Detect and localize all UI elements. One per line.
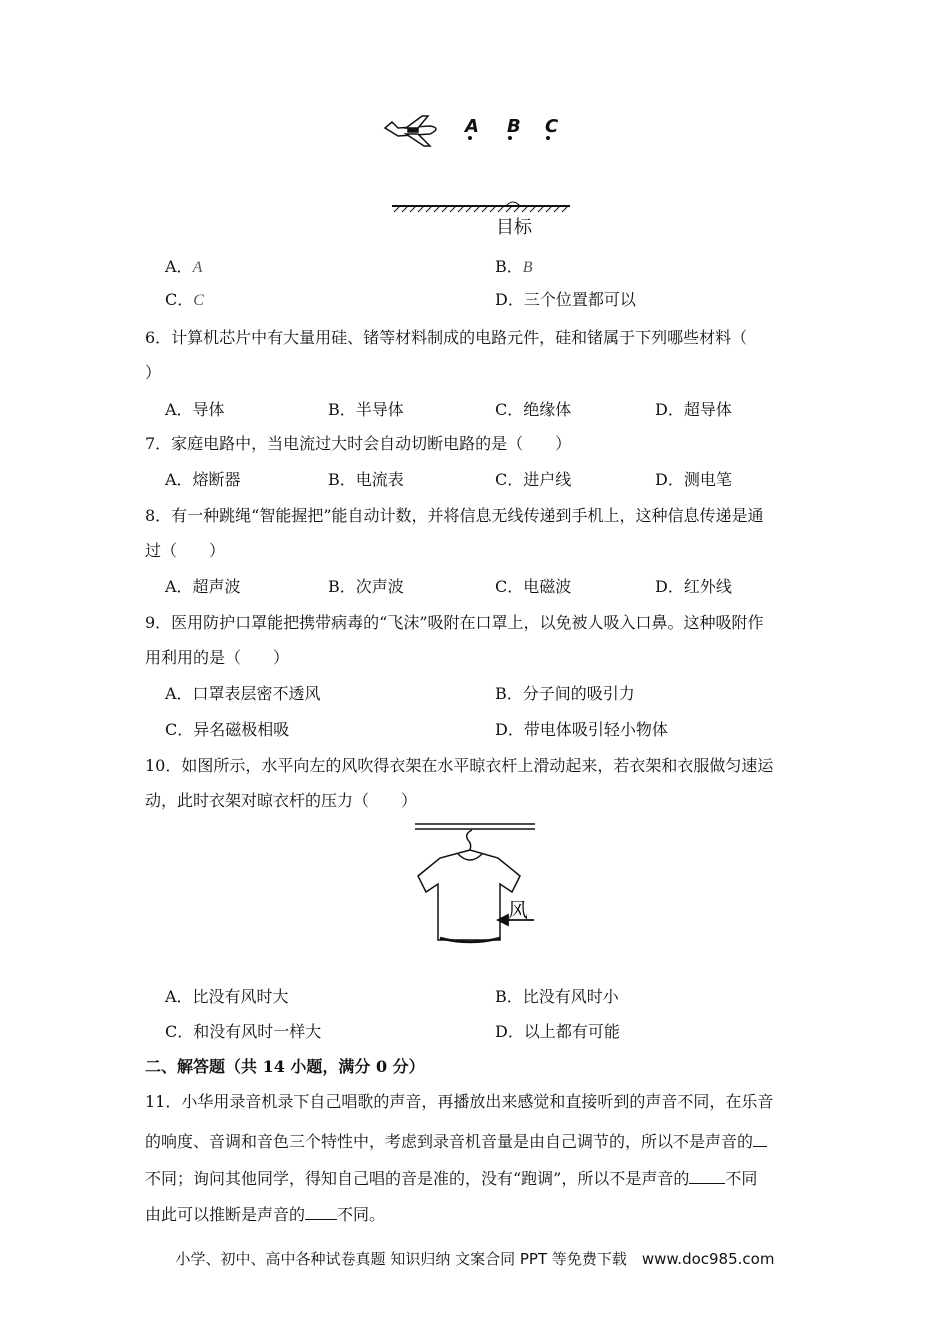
q7-option-d[interactable]: D．测电笔 [655, 470, 732, 489]
q7-option-a[interactable]: A．熔断器 [165, 470, 241, 489]
q6-option-b[interactable]: B．半导体 [328, 400, 404, 419]
answer-blank-2[interactable] [689, 1169, 725, 1184]
q9-stem-line2: 用利用的是（ ） [145, 648, 290, 667]
q9-option-b[interactable]: B．分子间的吸引力 [495, 684, 635, 703]
option-text: B [522, 259, 533, 276]
q11-line2 [145, 1129, 767, 1152]
q10-option-b[interactable]: B．比没有风时小 [495, 987, 619, 1006]
q11-line3-tail: 不同 [725, 1169, 758, 1188]
option-b[interactable] [495, 254, 533, 277]
q10-stem-line2: 动，此时衣架对晾衣杆的压力（ ） [145, 791, 418, 810]
q6-option-a[interactable]: A．导体 [165, 400, 225, 419]
q8-option-a[interactable]: A．超声波 [165, 577, 241, 596]
q10-option-d[interactable]: D．以上都有可能 [495, 1022, 620, 1041]
section-title: 二、解答题（共 14 小题，满分 0 分） [145, 1057, 425, 1076]
q9-option-c[interactable]: C．异名磁极相吸 [165, 720, 290, 739]
q11-line4-text: 由此可以推断是声音的 [145, 1205, 306, 1224]
answer-blank-1[interactable] [753, 1132, 767, 1147]
point-a-label: A [465, 116, 479, 137]
q8-option-c[interactable]: C．电磁波 [495, 577, 572, 596]
airplane-icon [385, 116, 436, 146]
page-footer: 小学、初中、高中各种试卷真题 知识归纳 文案合同 PPT 等免费下载 www.doc985.com [175, 1250, 775, 1268]
hanger-figure [410, 818, 540, 953]
q11-line2-text: 的响度、音调和音色三个特性中，考虑到录音机音量是由自己调节的，所以不是声音的 [145, 1132, 754, 1151]
q6-stem-line2: ） [145, 363, 162, 382]
q7-option-b[interactable]: B．电流表 [328, 470, 404, 489]
q8-stem-line2: 过（ ） [145, 541, 226, 560]
point-c-label: C [545, 116, 559, 137]
q7-option-c[interactable]: C．进户线 [495, 470, 572, 489]
point-b-label: B [507, 116, 521, 137]
q11-line4-tail: 不同。 [337, 1205, 386, 1224]
q6-option-d[interactable]: D．超导体 [655, 400, 732, 419]
answer-blank-3[interactable] [305, 1205, 337, 1220]
clothes-rod [415, 824, 535, 829]
option-text: 三个位置都可以 [523, 290, 636, 309]
q11-line3 [145, 1166, 757, 1189]
option-letter: D． [495, 290, 524, 309]
option-d[interactable] [495, 287, 636, 310]
q10-option-c[interactable]: C．和没有风时一样大 [165, 1022, 322, 1041]
option-letter: A． [165, 257, 193, 276]
option-letter: B． [495, 257, 523, 276]
target-ground [392, 202, 570, 212]
q11-line3-text: 不同；询问其他同学，得知自己唱的音是准的，没有“跑调”，所以不是声音的 [145, 1169, 690, 1188]
q10-option-a[interactable]: A．比没有风时大 [165, 987, 289, 1006]
q8-option-d[interactable]: D．红外线 [655, 577, 732, 596]
q6-stem-line1: 6．计算机芯片中有大量用硅、锗等材料制成的电路元件，硅和锗属于下列哪些材料（ [145, 328, 748, 347]
q6-option-c[interactable]: C．绝缘体 [495, 400, 572, 419]
q9-option-a[interactable]: A．口罩表层密不透风 [165, 684, 321, 703]
option-letter: C． [165, 290, 194, 309]
option-text: C [193, 292, 204, 309]
q9-option-d[interactable]: D．带电体吸引轻小物体 [495, 720, 668, 739]
option-c[interactable] [165, 287, 204, 310]
wind-label: 风 [508, 898, 528, 922]
option-a[interactable] [165, 254, 202, 277]
option-text: A [192, 259, 203, 276]
q7-stem: 7．家庭电路中，当电流过大时会自动切断电路的是（ ） [145, 434, 572, 453]
target-label: 目标 [496, 217, 532, 238]
tshirt-icon [418, 830, 520, 942]
q11-line1: 11．小华用录音机录下自己唱歌的声音，再播放出来感觉和直接听到的声音不同，在乐音 [145, 1092, 774, 1111]
q11-line4 [145, 1202, 385, 1225]
q10-stem-line1: 10．如图所示，水平向左的风吹得衣架在水平晾衣杆上滑动起来，若衣架和衣服做匀速运 [145, 756, 774, 775]
q8-stem-line1: 8．有一种跳绳“智能握把”能自动计数，并将信息无线传递到手机上，这种信息传递是通 [145, 506, 764, 525]
q8-option-b[interactable]: B．次声波 [328, 577, 404, 596]
q9-stem-line1: 9．医用防护口罩能把携带病毒的“飞沫”吸附在口罩上，以免被人吸入口鼻。这种吸附作 [145, 613, 764, 632]
